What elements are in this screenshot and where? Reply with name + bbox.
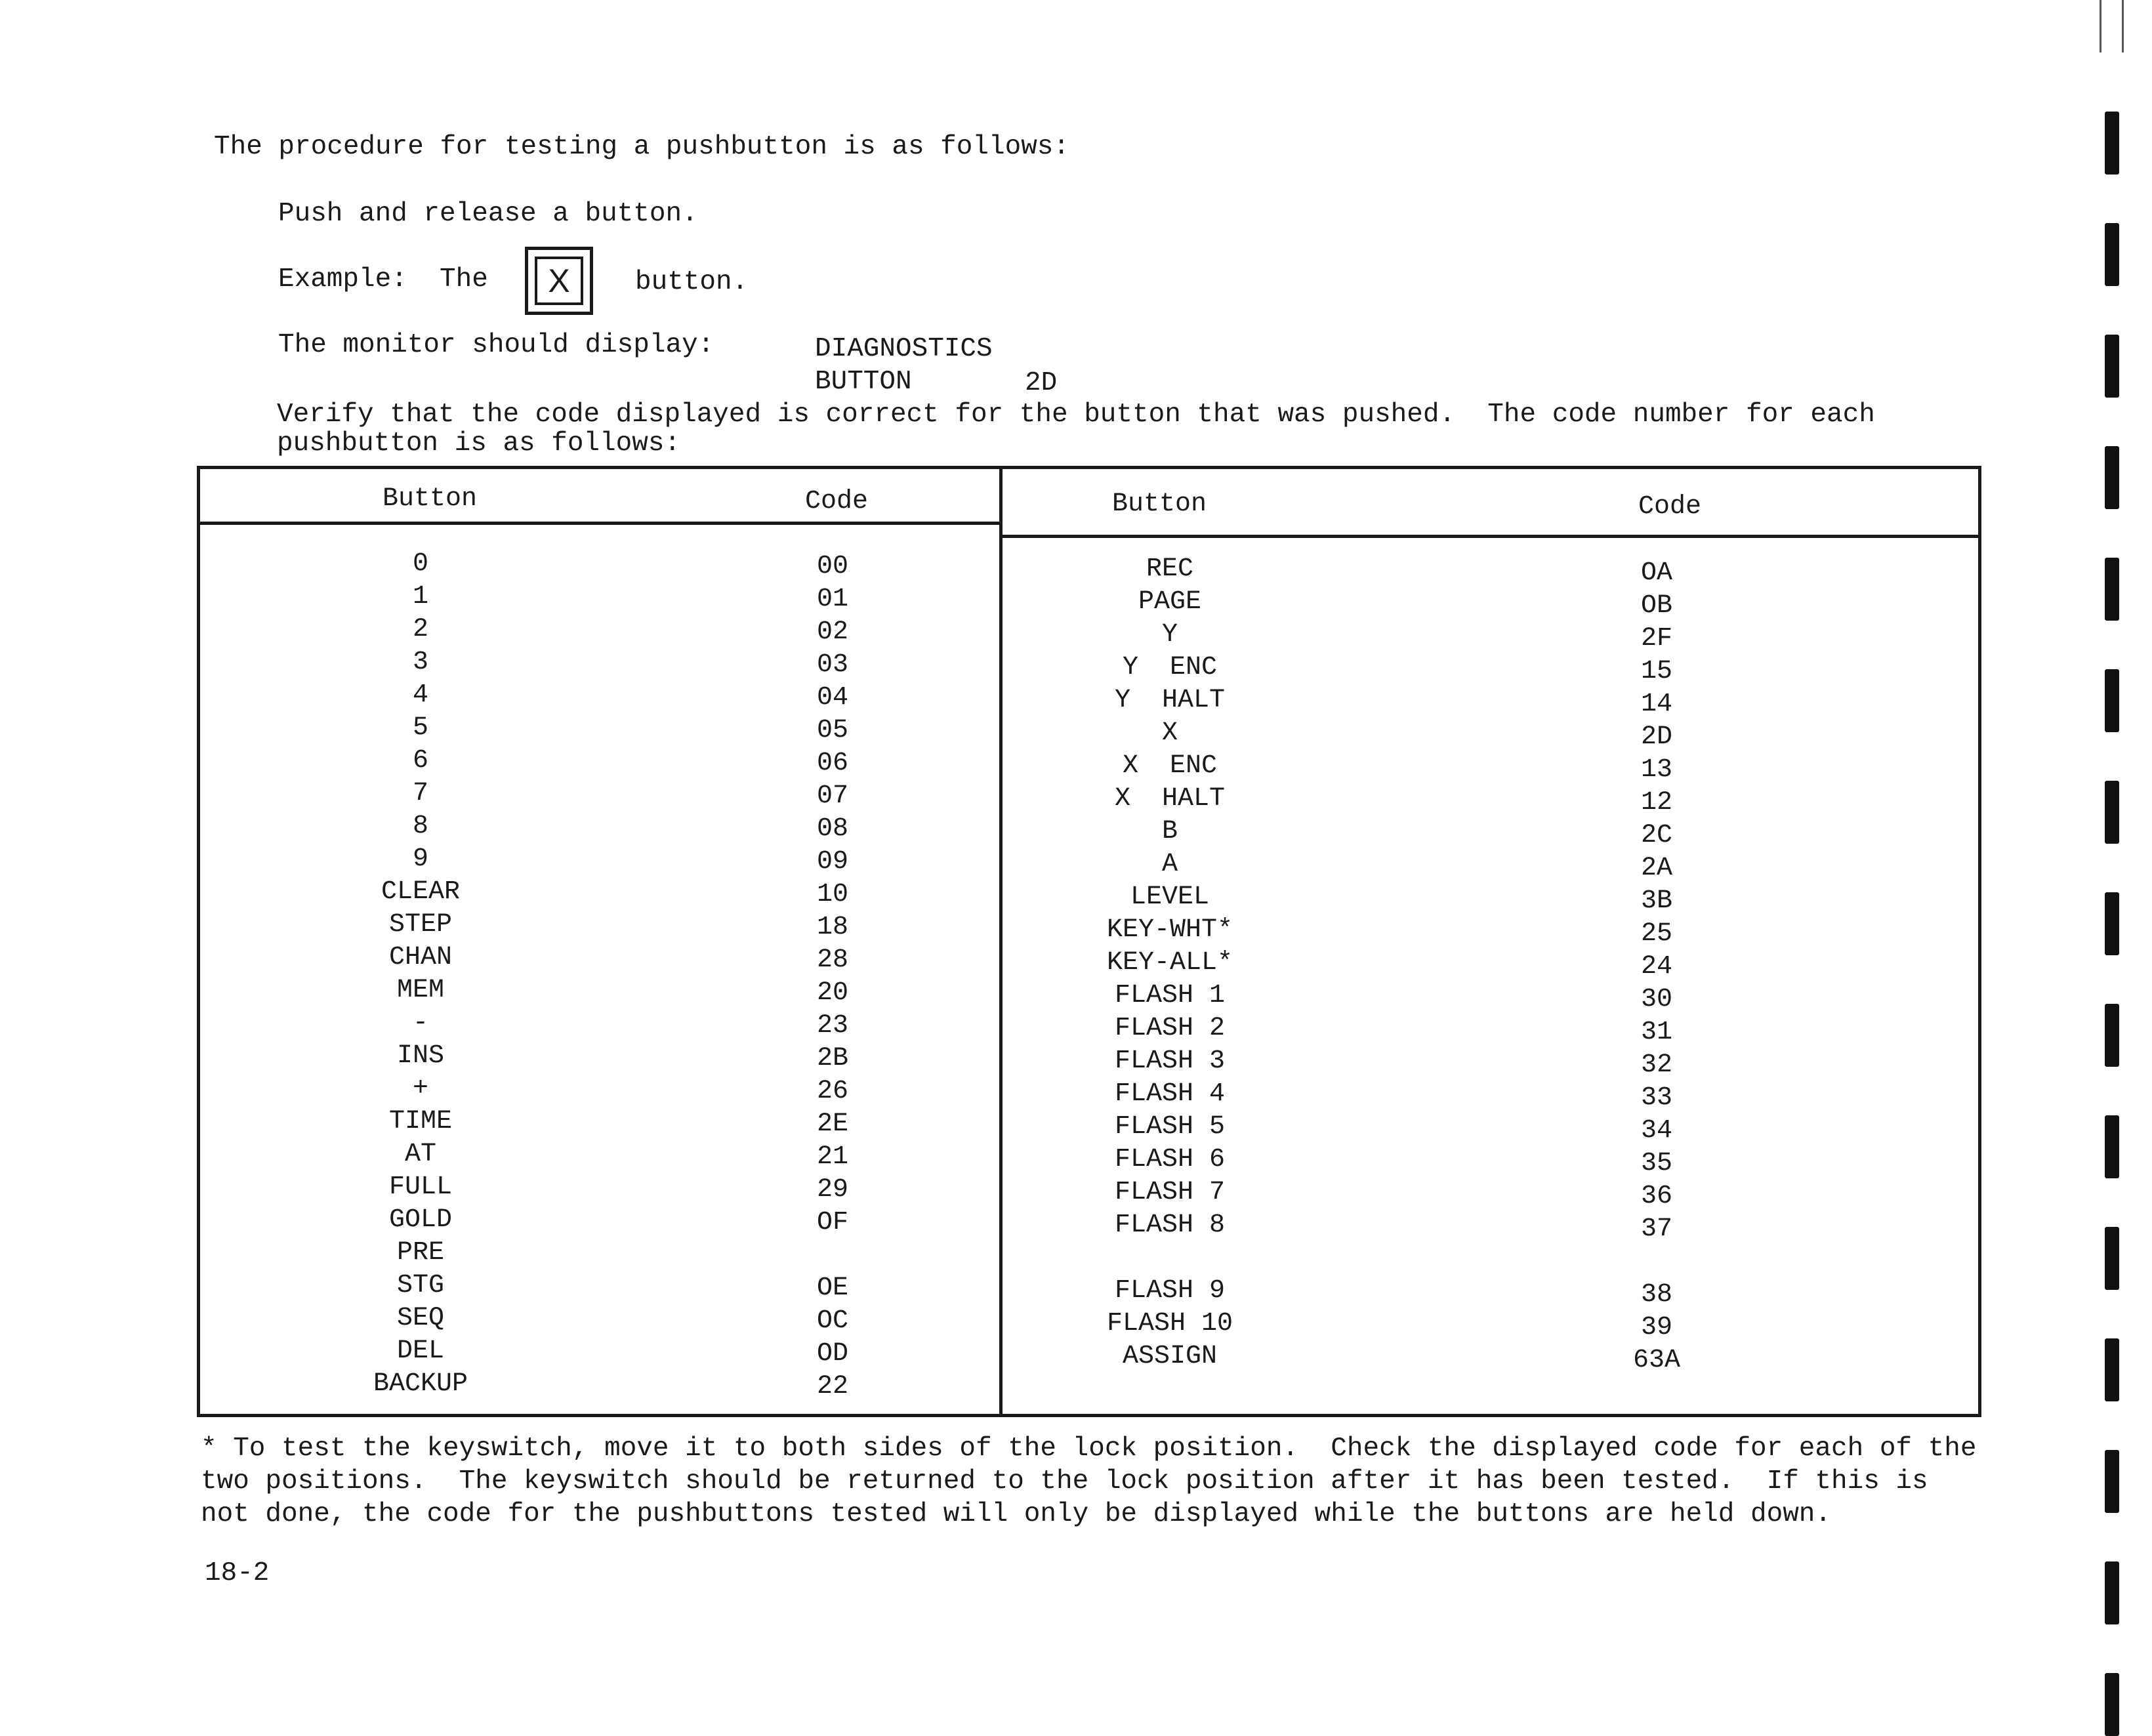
monitor-label: The monitor should display: (278, 330, 714, 360)
button-name-cell: SEQ (396, 1304, 445, 1333)
button-code-cell: 09 (816, 847, 849, 877)
button-name-cell: + (412, 1074, 429, 1104)
revision-bar (2105, 1338, 2119, 1401)
x-key-label: X (535, 257, 583, 305)
revision-bar (2105, 112, 2119, 175)
button-code-cell: 10 (816, 880, 849, 909)
button-code-cell: 38 (1640, 1280, 1673, 1310)
button-name-cell: INS (396, 1041, 445, 1071)
button-code-cell: 01 (816, 585, 849, 614)
example-suffix: button. (635, 267, 749, 297)
button-code-cell: 20 (816, 978, 849, 1008)
button-code-cell: 31 (1640, 1018, 1673, 1047)
button-name-cell: 2 (412, 615, 429, 644)
button-code-cell: 33 (1640, 1083, 1673, 1113)
verify-line-1: Verify that the code displayed is correct for the button that was pushed. The code number for each (277, 400, 1875, 430)
button-name-cell: 3 (412, 648, 429, 677)
button-code-cell: 29 (816, 1175, 849, 1205)
revision-bar (2105, 1673, 2119, 1736)
button-code-cell: OE (816, 1273, 849, 1303)
verify-line-2: pushbutton is as follows: (277, 428, 681, 459)
button-name-cell: X HALT (1114, 784, 1226, 814)
button-name-cell: 1 (412, 582, 429, 611)
revision-bar (2105, 1004, 2119, 1067)
header-button-left: Button (382, 484, 478, 514)
button-name-cell: PRE (396, 1238, 445, 1268)
button-code-cell: 18 (816, 913, 849, 942)
button-code-cell: OC (816, 1306, 849, 1336)
button-code-cell: 26 (816, 1077, 849, 1106)
footnote-line-2: two positions. The keyswitch should be returned to the lock position after it has been tested. If this is (201, 1466, 1928, 1497)
button-name-cell: Y (1161, 620, 1178, 650)
button-code-cell: OF (816, 1208, 849, 1237)
revision-bar (2105, 335, 2119, 398)
button-code-cell: 28 (816, 945, 849, 975)
button-code-cell: 36 (1640, 1182, 1673, 1211)
button-code-cell: 02 (816, 617, 849, 647)
button-code-cell: 2B (816, 1044, 849, 1073)
button-name-cell: CLEAR (381, 877, 461, 907)
button-code-cell: 2D (1640, 722, 1673, 752)
button-code-cell: 06 (816, 749, 849, 778)
revision-bar (2105, 1227, 2119, 1290)
button-code-cell: 23 (816, 1011, 849, 1041)
button-name-cell: FULL (388, 1172, 453, 1202)
button-name-cell: FLASH 9 (1114, 1276, 1226, 1306)
monitor-line-button: BUTTON (815, 367, 912, 397)
button-code-cell: 04 (816, 683, 849, 713)
button-name-cell: KEY-ALL* (1106, 948, 1233, 978)
x-key-icon (525, 247, 593, 315)
revision-bar (2105, 1115, 2119, 1178)
button-name-cell: FLASH 7 (1114, 1178, 1226, 1207)
header-button-right: Button (1111, 489, 1207, 519)
header-code-right: Code (1638, 492, 1702, 522)
revision-bar (2105, 1450, 2119, 1513)
button-code-cell: OB (1640, 591, 1673, 621)
button-name-cell: A (1161, 850, 1178, 879)
button-name-cell: STG (396, 1271, 445, 1300)
button-code-cell: 08 (816, 814, 849, 844)
button-name-cell: FLASH 2 (1114, 1014, 1226, 1043)
example-prefix: Example: The (278, 264, 488, 295)
revision-bar (2105, 446, 2119, 509)
step-push-release: Push and release a button. (278, 199, 698, 229)
button-name-cell: 6 (412, 746, 429, 775)
button-code-cell: 25 (1640, 919, 1673, 949)
button-code-cell: OD (816, 1339, 849, 1369)
scan-edge-mark (2100, 0, 2101, 52)
button-name-cell: Y HALT (1114, 686, 1226, 715)
button-code-cell: 39 (1640, 1313, 1673, 1342)
button-name-cell: FLASH 8 (1114, 1210, 1226, 1240)
pushbutton-code-table (197, 466, 1981, 1417)
footnote-line-3: not done, the code for the pushbuttons tested will only be displayed while the buttons are held down. (201, 1499, 1832, 1529)
button-code-cell: 2F (1640, 624, 1673, 653)
header-code-left: Code (804, 487, 869, 516)
scan-edge-mark (2122, 0, 2124, 52)
intro-text: The procedure for testing a pushbutton is as follows: (214, 132, 1070, 162)
button-name-cell: ASSIGN (1122, 1342, 1218, 1371)
button-name-cell: GOLD (388, 1205, 453, 1235)
button-name-cell: X ENC (1122, 751, 1218, 781)
button-name-cell: PAGE (1138, 587, 1202, 617)
button-name-cell: 7 (412, 779, 429, 808)
button-name-cell: 4 (412, 680, 429, 710)
button-name-cell: X (1161, 718, 1178, 748)
button-name-cell: FLASH 5 (1114, 1112, 1226, 1142)
button-name-cell: Y ENC (1122, 653, 1218, 682)
button-code-cell: 2E (816, 1109, 849, 1139)
button-name-cell: 0 (412, 549, 429, 579)
button-name-cell: REC (1146, 554, 1194, 584)
button-code-cell: 22 (816, 1372, 849, 1401)
button-code-cell: OA (1640, 558, 1673, 588)
button-name-cell: - (412, 1008, 429, 1038)
button-code-cell: 24 (1640, 952, 1673, 982)
button-name-cell: 9 (412, 844, 429, 874)
button-code-cell: 12 (1640, 788, 1673, 817)
button-code-cell: 34 (1640, 1116, 1673, 1146)
button-code-cell: 05 (816, 716, 849, 745)
button-code-cell: 13 (1640, 755, 1673, 785)
button-name-cell: FLASH 4 (1114, 1079, 1226, 1109)
button-name-cell: BACKUP (373, 1369, 468, 1399)
monitor-line-code: 2D (1025, 368, 1058, 398)
button-code-cell: 30 (1640, 985, 1673, 1014)
button-name-cell: FLASH 10 (1106, 1309, 1233, 1338)
revision-bar (2105, 558, 2119, 621)
button-name-cell: STEP (388, 910, 453, 940)
monitor-line-diagnostics: DIAGNOSTICS (815, 334, 993, 364)
button-name-cell: TIME (388, 1107, 453, 1136)
revision-bar (2105, 1561, 2119, 1624)
button-code-cell: 63A (1632, 1346, 1681, 1375)
button-code-cell: 03 (816, 650, 849, 680)
table-column-divider (999, 469, 1003, 1414)
button-name-cell: MEM (396, 976, 445, 1005)
table-header-rule-left (200, 522, 1001, 525)
button-name-cell: FLASH 1 (1114, 981, 1226, 1010)
button-name-cell: 8 (412, 812, 429, 841)
button-code-cell: 21 (816, 1142, 849, 1172)
button-code-cell: 07 (816, 781, 849, 811)
button-name-cell: AT (404, 1140, 437, 1169)
button-code-cell: 2C (1640, 821, 1673, 850)
button-code-cell: 3B (1640, 886, 1673, 916)
button-name-cell: CHAN (388, 943, 453, 972)
table-header-rule-right (1001, 535, 1978, 538)
footnote-line-1: * To test the keyswitch, move it to both sides of the lock position. Check the displayed code for each of the (201, 1434, 1977, 1464)
button-name-cell: FLASH 6 (1114, 1145, 1226, 1174)
revision-bar (2105, 892, 2119, 955)
revision-bar (2105, 223, 2119, 286)
revision-bar (2105, 781, 2119, 844)
button-code-cell: 00 (816, 552, 849, 581)
button-code-cell: 35 (1640, 1149, 1673, 1178)
button-name-cell: DEL (396, 1336, 445, 1366)
button-code-cell: 32 (1640, 1050, 1673, 1080)
button-code-cell: 14 (1640, 690, 1673, 719)
button-name-cell: B (1161, 817, 1178, 846)
button-name-cell: FLASH 3 (1114, 1046, 1226, 1076)
page-number: 18-2 (205, 1558, 270, 1588)
button-name-cell: 5 (412, 713, 429, 743)
button-name-cell: KEY-WHT* (1106, 915, 1233, 945)
button-code-cell: 2A (1640, 854, 1673, 883)
button-name-cell: LEVEL (1130, 882, 1210, 912)
revision-bar (2105, 669, 2119, 732)
button-code-cell: 37 (1640, 1214, 1673, 1244)
button-code-cell: 15 (1640, 657, 1673, 686)
